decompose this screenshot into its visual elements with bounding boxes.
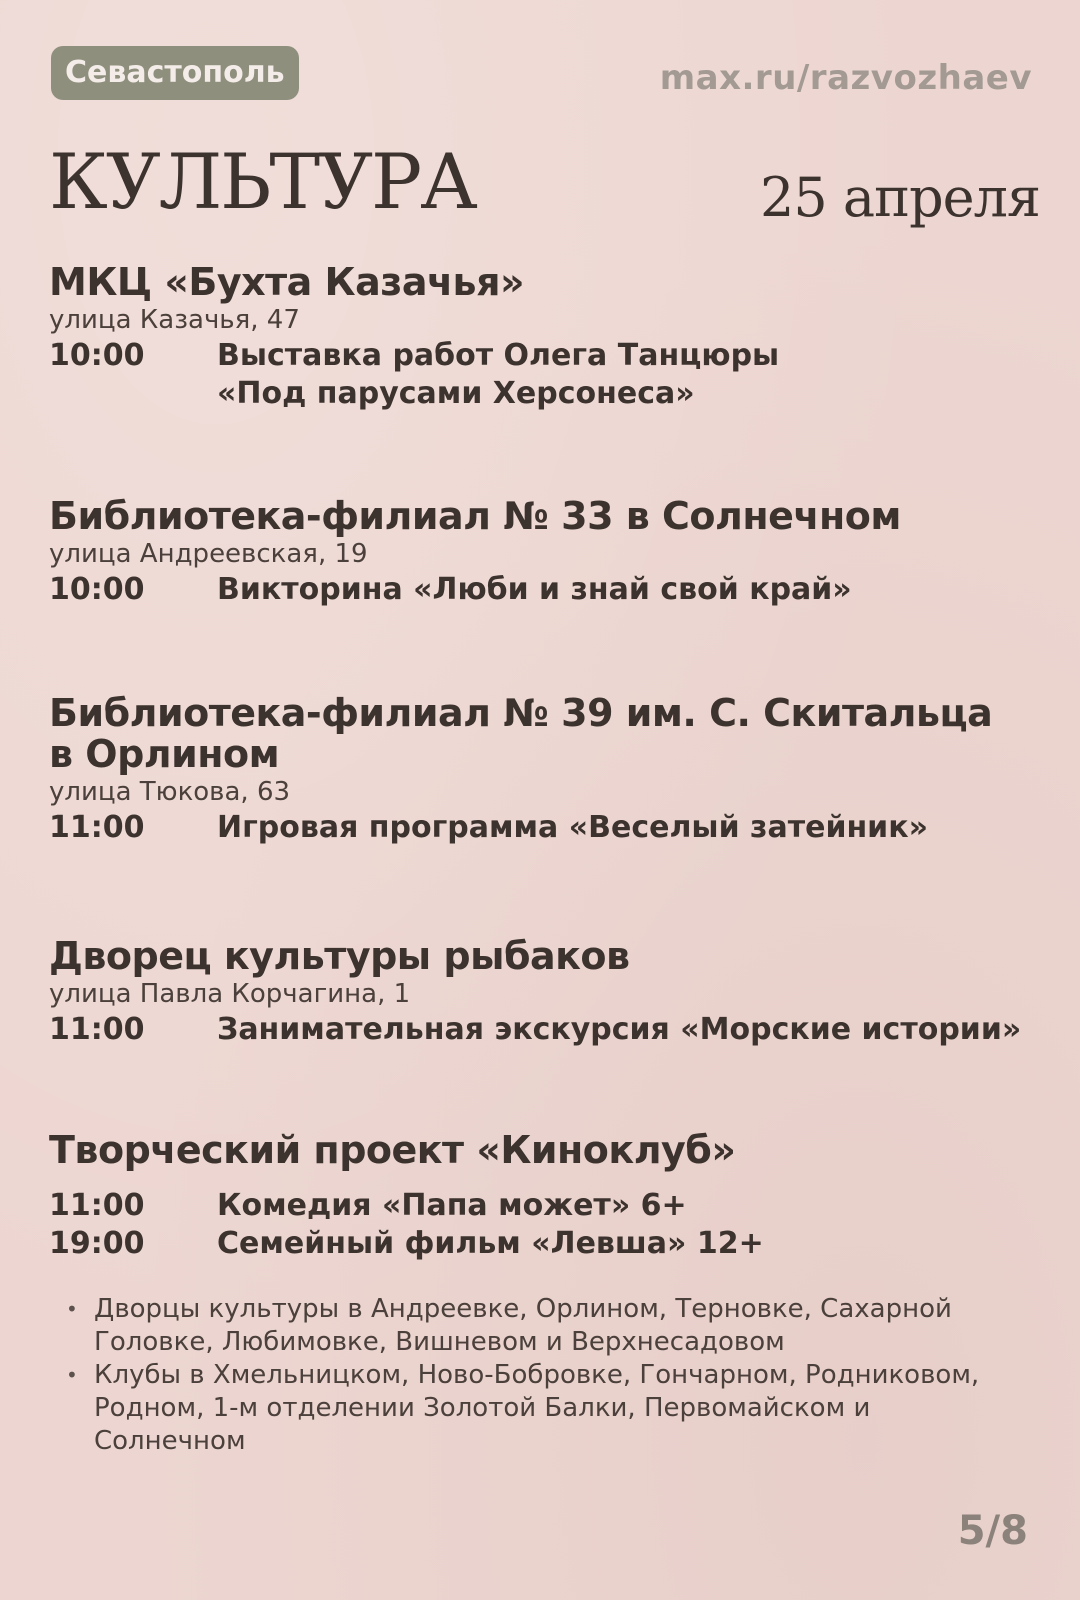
event-title: Викторина «Люби и знай свой край» [217,572,852,607]
site-url: max.ru/razvozhaev [659,58,1032,98]
event-time: 11:00 [49,1188,145,1223]
venue-address: улица Андреевская, 19 [49,539,368,569]
event-time: 10:00 [49,572,145,607]
event-row [49,337,1039,413]
event-row [49,1225,1039,1263]
event-row [49,1187,1039,1225]
event-title: Игровая программа «Веселый затейник» [217,810,928,845]
page-title: КУЛЬТУРА [49,137,476,226]
note-item [62,1359,1012,1458]
venue-address: улица Павла Корчагина, 1 [49,979,411,1009]
event-time: 19:00 [49,1226,145,1261]
event-title: Комедия «Папа может» 6+ [217,1188,687,1223]
venue-name: Библиотека-филиал № 33 в Солнечном [49,494,901,538]
page-counter: 5/8 [957,1508,1028,1554]
venue-name: МКЦ «Бухта Казачья» [49,260,525,304]
bullet-icon: • [66,1363,78,1387]
venue-name: Дворец культуры рыбаков [49,934,630,978]
note-text: Клубы в Хмельницком, Ново-Бобровке, Гончарном, Родниковом, Родном, 1-м отделении Золотой Балки, Первомайском и Солнечном [94,1360,980,1456]
city-badge: Севастополь [51,46,299,100]
note-item [62,1293,1012,1359]
event-row [49,571,1039,609]
bullet-icon: • [66,1297,78,1321]
venue-name: Библиотека-филиал № 39 им. С. Скитальца в Орлином [49,691,993,776]
event-time: 11:00 [49,810,145,845]
event-time: 11:00 [49,1012,145,1047]
venue-name: Творческий проект «Киноклуб» [49,1128,736,1172]
venue-kinoklub [49,1130,1039,1263]
event-title: Занимательная экскурсия «Морские истории» [217,1012,1022,1047]
note-text: Дворцы культуры в Андреевке, Орлином, Терновке, Сахарной Головке, Любимовке, Вишневом и Верхнесадовом [94,1294,952,1357]
venue-address: улица Казачья, 47 [49,305,300,335]
event-title: Выставка работ Олега Танцюры «Под парусами Херсонеса» [217,338,780,411]
venue-address: улица Тюкова, 63 [49,777,291,807]
event-title: Семейный фильм «Левша» 12+ [217,1226,764,1261]
event-time: 10:00 [49,338,145,373]
venue-palace-fishermen [49,936,1039,1049]
venue-bukhta-kazachya [49,262,1039,413]
notes-list [62,1293,1012,1458]
event-row [49,1011,1039,1049]
event-row [49,809,1039,847]
page-date: 25 апреля [760,166,1040,229]
venue-library-39 [49,693,1039,847]
venue-library-33 [49,496,1039,609]
